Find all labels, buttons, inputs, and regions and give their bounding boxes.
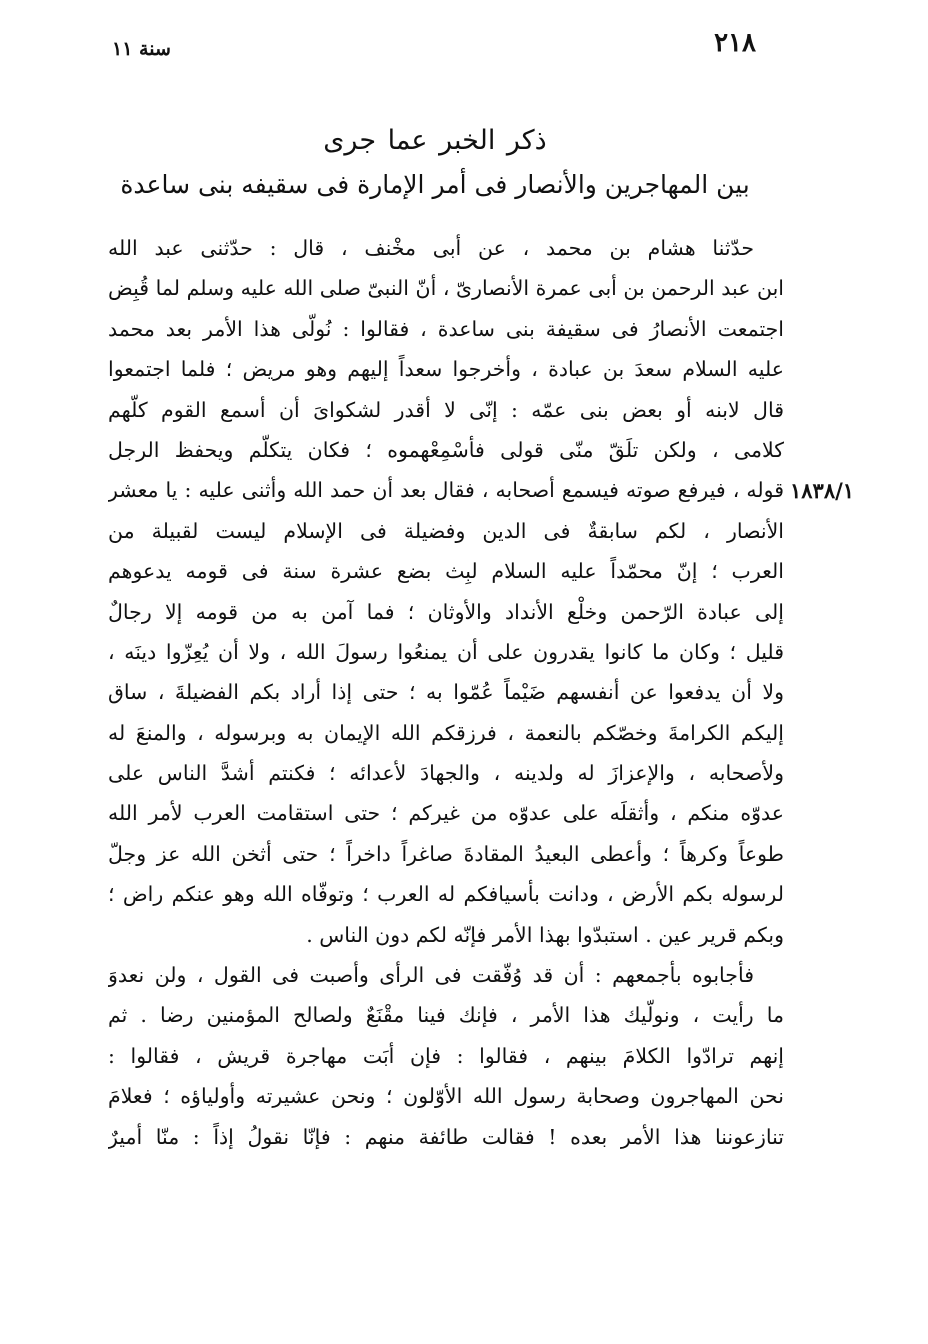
body-text [108, 228, 784, 1157]
text-line: عدوّه منكم ، وأثقلَه على عدوّه من غيركم ؛ حتى استقامت العرب لأمر الله [108, 801, 784, 826]
margin-reference: ١٨٣٨/١ [790, 478, 855, 503]
text-line: حدّثنا هشام بن محمد ، عن أبى مخْنف ، قال : حدّثنى عبد الله [108, 236, 754, 260]
text-line: نحن المهاجرون وصحابة رسول الله الأوّلون ؛ ونحن عشيرته وأولياؤه ؛ فعلامَ [108, 1084, 784, 1109]
text-line: إليكم الكرامةَ وخصّكم بالنعمة ، فرزقكم الله الإيمان به وبرسوله ، والمنعَ له [108, 720, 784, 745]
text-line: وبكم قرير عين . استبدّوا بهذا الأمر فإنّه لكم دون الناس . [306, 922, 784, 947]
text-line: ابن عبد الرحمن بن أبى عمرة الأنصارىّ ، أنّ النبىّ صلى الله عليه وسلم لما قُبِض [108, 276, 784, 301]
text-line: تنازعوننا هذا الأمر بعده ! فقالت طائفة منهم : فإنّا نقولُ إذاً : منّا أميرٌ [108, 1124, 784, 1149]
text-line: ولأصحابه ، والإعزازَ له ولدينه ، والجهادَ لأعدائه ؛ فكنتم أشدَّ الناس على [108, 761, 784, 786]
text-line: ولا أن يدفعوا عن أنفسهم ضَيْماً عُمّوا به ؛ حتى إذا أراد بكم الفضيلةَ ، ساق [108, 680, 784, 705]
page-number: ٢١٨ [714, 28, 756, 58]
text-line: إلى عبادة الرّحمن وخلْع الأنداد والأوثان ؛ فما آمن به من قومه إلا رجالٌ [108, 599, 784, 624]
running-header-year: سنة ١١ [112, 38, 171, 60]
text-line: ما رأيت ، ونولّيك هذا الأمر ، فإنك فينا مقْنَعٌ ولصالح المؤمنين رضا . ثم [108, 1003, 784, 1028]
text-line: قال لابنه أو بعض بنى عمّه : إنّى لا أقدر لشكواىَ أن أسمع القوم كلّهم [108, 397, 784, 422]
text-line: الأنصار ، لكم سابقةٌ فى الدين وفضيلة فى الإسلام ليست لقبيلة من [108, 518, 784, 543]
section-title: ذكر الخبر عما جرى [323, 125, 547, 156]
text-line: فأجابوه بأجمعهم : أن قد وُفّقت فى الرأى وأصبت فى القول ، ولن نعدوَ [108, 963, 754, 988]
text-line: إنهم ترادّوا الكلامَ بينهم ، فقالوا : فإن أبَت مهاجرة قريش ، فقالوا : [108, 1043, 784, 1068]
text-line: العرب ؛ إنّ محمّداً عليه السلام لبِث بضع عشرة سنة فى قومه يدعوهم [108, 559, 784, 584]
text-line: كلامى ، ولكن تلَقّ منّى قولى فأسْمِعْهموه ؛ فكان يتكلّم ويحفظ الرجل [108, 437, 784, 462]
text-line: عليه السلام سعدَ بن عبادة ، وأخرجوا سعداً إليهم وهو مريض ؛ فلما اجتمعوا [108, 357, 784, 382]
text-line: قوله ، فيرفع صوته فيسمع أصحابه ، فقال بعد أن حمد الله وأثنى عليه : يا معشر [108, 478, 784, 503]
text-line: قليل ؛ وكان ما كانوا يقدرون على أن يمنعُوا رسولَ الله ، ولا أن يُعِزّوا دينَه ، [108, 639, 784, 664]
text-line: لرسوله بكم الأرض ، ودانت بأسيافكم له العرب ؛ وتوفّاه الله وهو عنكم راض ؛ [108, 882, 784, 907]
text-line: اجتمعت الأنصارُ فى سقيفة بنى ساعدة ، فقالوا : نُولّى هذا الأمر بعد محمد [108, 316, 784, 341]
text-line: طوعاً وكرهاً ؛ وأعطى البعيدُ المقادةَ صاغراً داخراً ؛ حتى أثخن الله عز وجلّ [108, 841, 784, 866]
section-subtitle: بين المهاجرين والأنصار فى أمر الإمارة فى سقيفه بنى ساعدة [120, 170, 750, 199]
